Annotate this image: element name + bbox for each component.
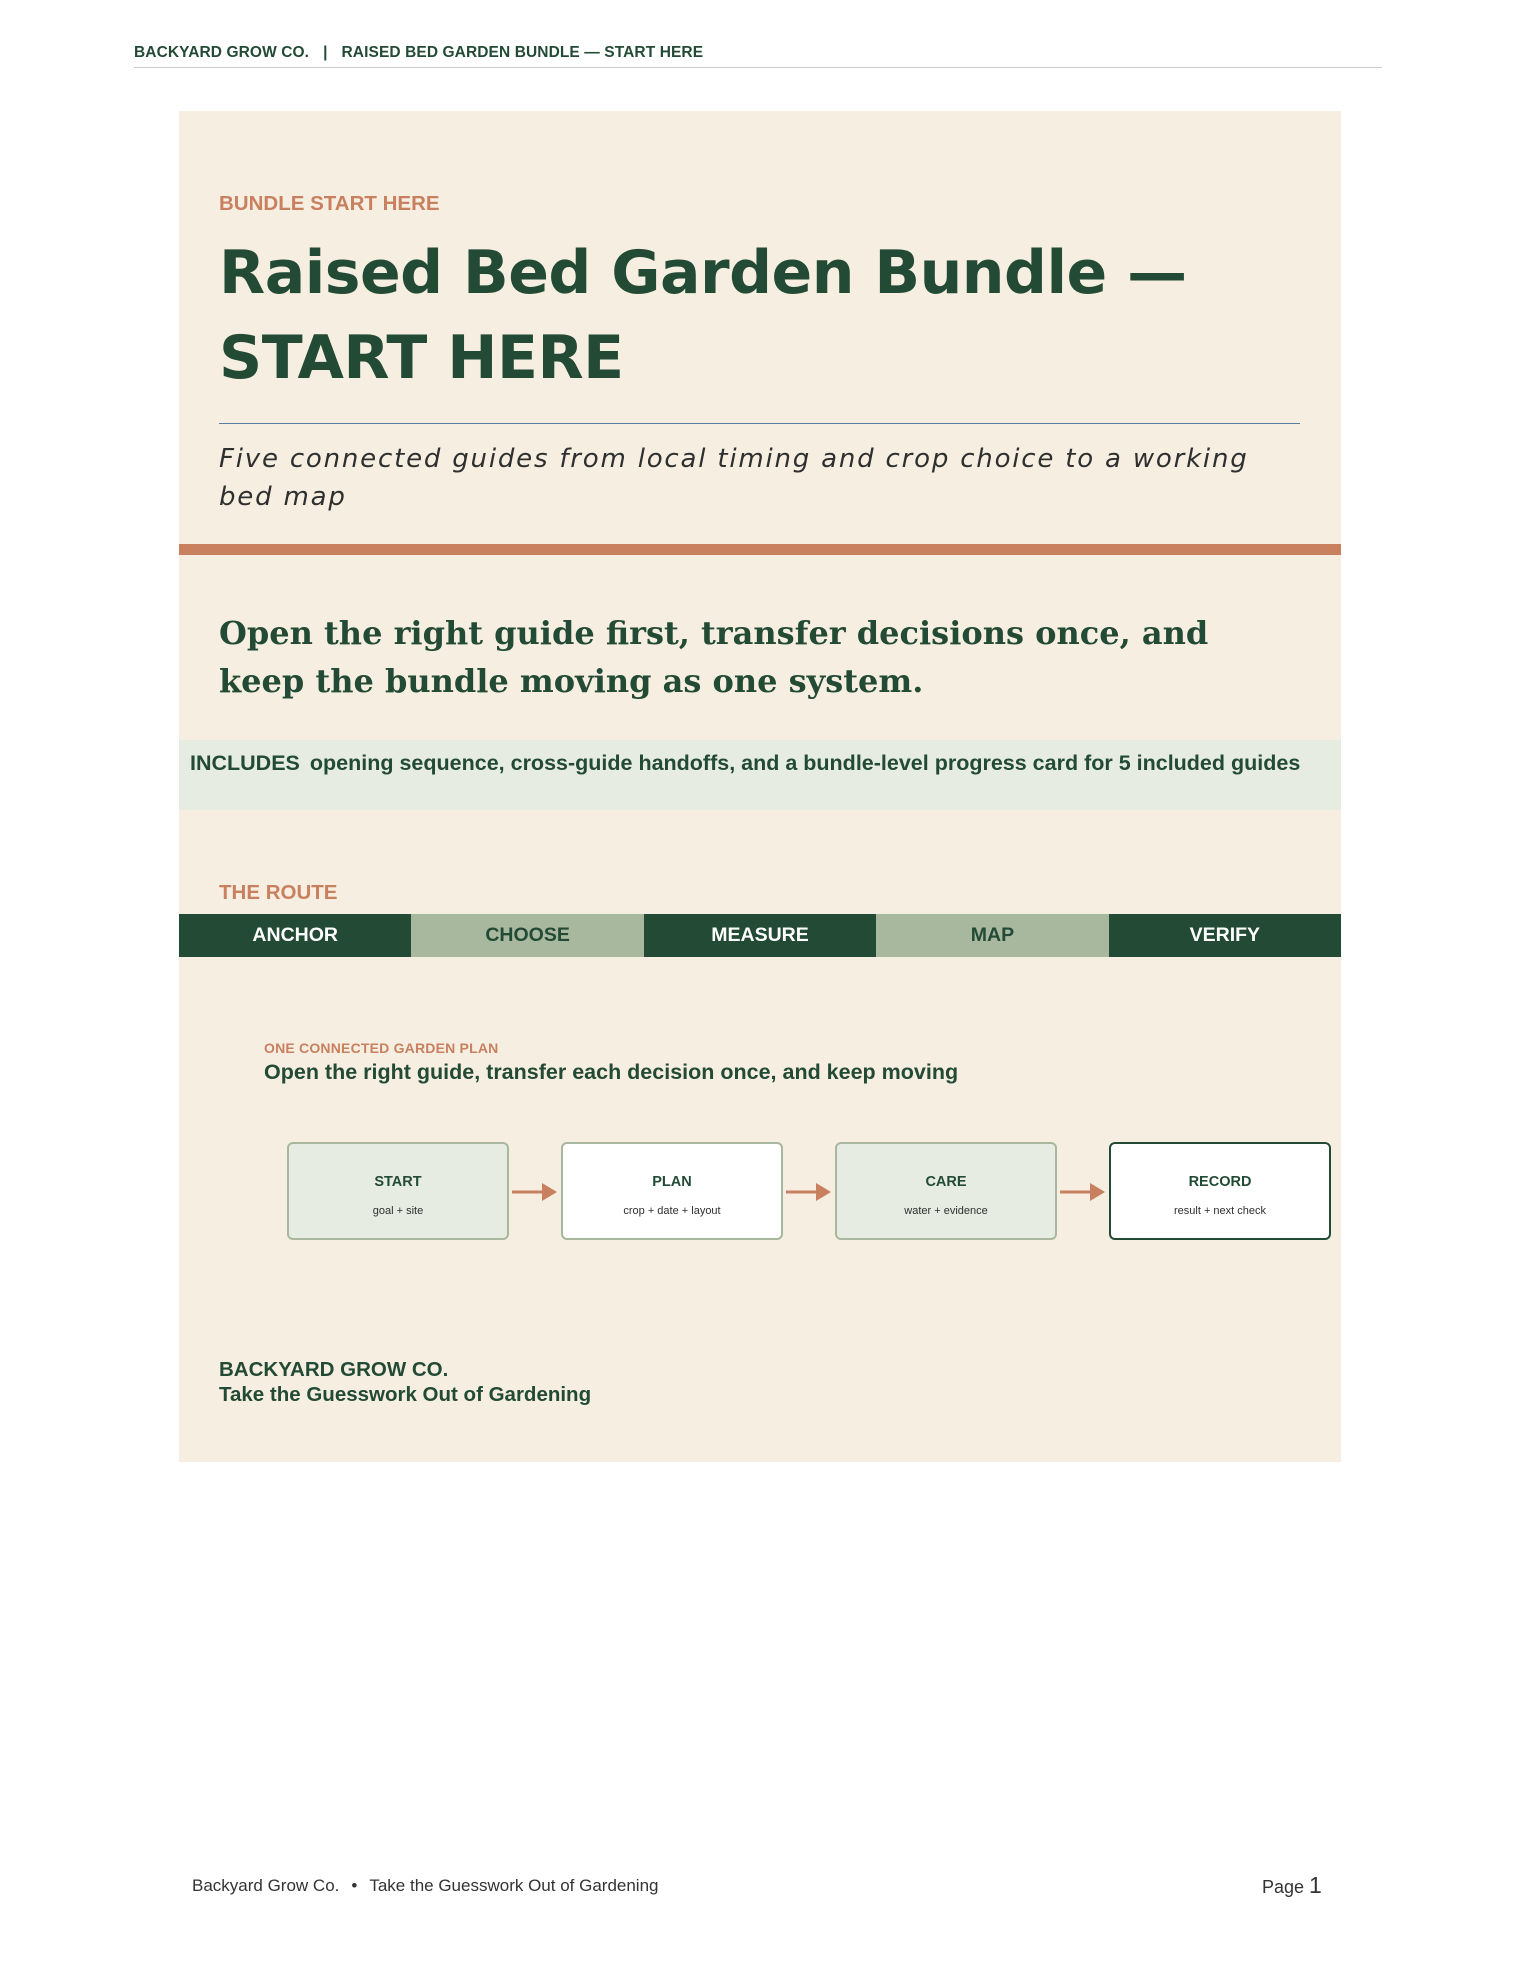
hero-eyebrow: BUNDLE START HERE (219, 192, 440, 215)
running-header (134, 44, 1382, 68)
footer-bullet: • (351, 1876, 358, 1895)
route-step-verify: VERIFY (1109, 914, 1341, 957)
route-bar (179, 914, 1341, 957)
stage-name: PLAN (652, 1174, 692, 1190)
header-doc-title: RAISED BED GARDEN BUNDLE — START HERE (341, 44, 704, 61)
header-separator: | (323, 44, 328, 61)
page-footer (192, 1876, 659, 1896)
arrow-right-icon (1060, 1181, 1106, 1203)
hero-subtitle: Five connected guides from local timing and crop choice to a working bed map (219, 444, 1249, 512)
page-label: Page (1262, 1877, 1305, 1897)
includes-text: opening sequence, cross-guide handoffs, and a bundle-level progress card for 5 included guides (309, 751, 1301, 775)
route-step-measure: MEASURE (644, 914, 876, 957)
route-step-map: MAP (876, 914, 1108, 957)
page-number-value: 1 (1309, 1872, 1322, 1898)
header-brand: BACKYARD GROW CO. (134, 44, 310, 61)
flow-stage-care (835, 1142, 1057, 1240)
footer-tagline: Take the Guesswork Out of Gardening (369, 1876, 659, 1895)
brand-tagline: Take the Guesswork Out of Gardening (219, 1383, 592, 1406)
stage-name: START (374, 1174, 422, 1190)
title-divider (219, 423, 1300, 424)
route-step-choose: CHOOSE (411, 914, 643, 957)
footer-company: Backyard Grow Co. (192, 1876, 340, 1895)
lead-statement: Open the right guide first, transfer decisions once, and keep the bundle moving as one system. (219, 614, 1209, 700)
stage-desc: water + evidence (904, 1205, 988, 1217)
stage-name: CARE (925, 1174, 967, 1190)
route-step-anchor: ANCHOR (179, 914, 411, 957)
stage-desc: crop + date + layout (623, 1205, 721, 1217)
includes-label: INCLUDES (190, 751, 300, 775)
arrow-right-icon (512, 1181, 558, 1203)
brand-name: BACKYARD GROW CO. (219, 1358, 449, 1381)
flow-stage-record (1109, 1142, 1331, 1240)
flow-diagram (287, 1142, 1334, 1242)
flow-eyebrow: ONE CONNECTED GARDEN PLAN (264, 1040, 499, 1056)
flow-stage-start (287, 1142, 509, 1240)
accent-bar (179, 544, 1341, 555)
flow-stage-plan (561, 1142, 783, 1240)
brand-block (219, 1357, 591, 1407)
arrow-right-icon (786, 1181, 832, 1203)
page-number (1262, 1872, 1322, 1899)
flow-heading: Open the right guide, transfer each decision once, and keep moving (264, 1060, 959, 1084)
cover-panel (179, 111, 1341, 1462)
includes-callout (179, 740, 1341, 810)
stage-desc: result + next check (1173, 1205, 1267, 1217)
stage-name: RECORD (1188, 1174, 1252, 1190)
route-label: THE ROUTE (219, 881, 338, 904)
page-title: Raised Bed Garden Bundle — START HERE (219, 238, 1187, 393)
stage-desc: goal + site (372, 1205, 424, 1217)
